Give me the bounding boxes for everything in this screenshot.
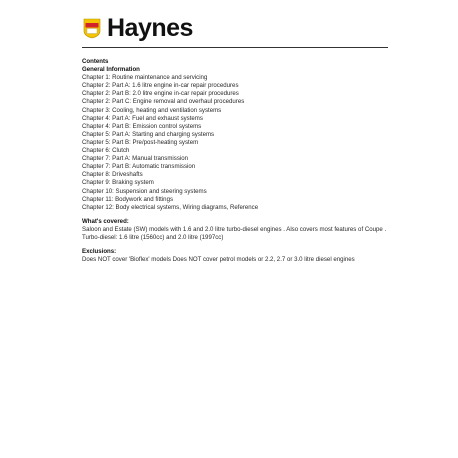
chapter-item: Chapter 11: Bodywork and fittings [82,195,174,203]
chapter-item: Chapter 5: Part B: Pre/post-heating system [82,138,199,146]
chapter-item: Chapter 7: Part B: Automatic transmission [82,163,196,171]
chapter-item: Chapter 12: Body electrical systems, Wiring diagrams, Reference [82,203,259,211]
brand-name: Haynes [107,13,193,42]
covered-text: Saloon and Estate (SW) models with 1.6 and 2.0 litre turbo-diesel engines . Also covers most features of Coupe . Turbo-diesel: 1.6 litre (1560cc) and 2.0 litre (1997cc) [82,225,387,241]
chapter-item: Chapter 8: Driveshafts [82,171,143,179]
chapter-item: Chapter 1: Routine maintenance and servicing [82,74,208,82]
header-divider [82,47,388,48]
chapter-item: Chapter 4: Part B: Emission control systems [82,122,202,130]
chapter-item: Chapter 6: Clutch [82,147,130,155]
content-body [82,58,392,264]
chapter-item: Chapter 5: Part A: Starting and charging systems [82,130,215,138]
covered-title: What's covered: [82,217,129,225]
exclusions-text: Does NOT cover 'Bioflex' models Does NOT cover petrol models or 2.2, 2.7 or 3.0 litre diesel engines [82,256,355,264]
chapter-item: Chapter 9: Braking system [82,179,154,187]
chapter-item: Chapter 10: Suspension and steering systems [82,187,207,195]
section-title: General Information [82,66,140,74]
chapter-item: Chapter 2: Part A: 1.6 litre engine in-car repair procedures [82,82,239,90]
chapter-item: Chapter 7: Part A: Manual transmission [82,155,189,163]
chapter-item: Chapter 3: Cooling, heating and ventilation systems [82,106,222,114]
chapter-item: Chapter 2: Part C: Engine removal and overhaul procedures [82,98,245,106]
chapter-item: Chapter 4: Part A: Fuel and exhaust systems [82,114,203,122]
chapter-list [82,74,392,212]
chapter-item: Chapter 2: Part B: 2.0 litre engine in-car repair procedures [82,90,239,98]
haynes-logo-badge [82,17,102,39]
exclusions-title: Exclusions: [82,248,117,256]
header [82,14,193,42]
contents-title: Contents [82,58,109,65]
